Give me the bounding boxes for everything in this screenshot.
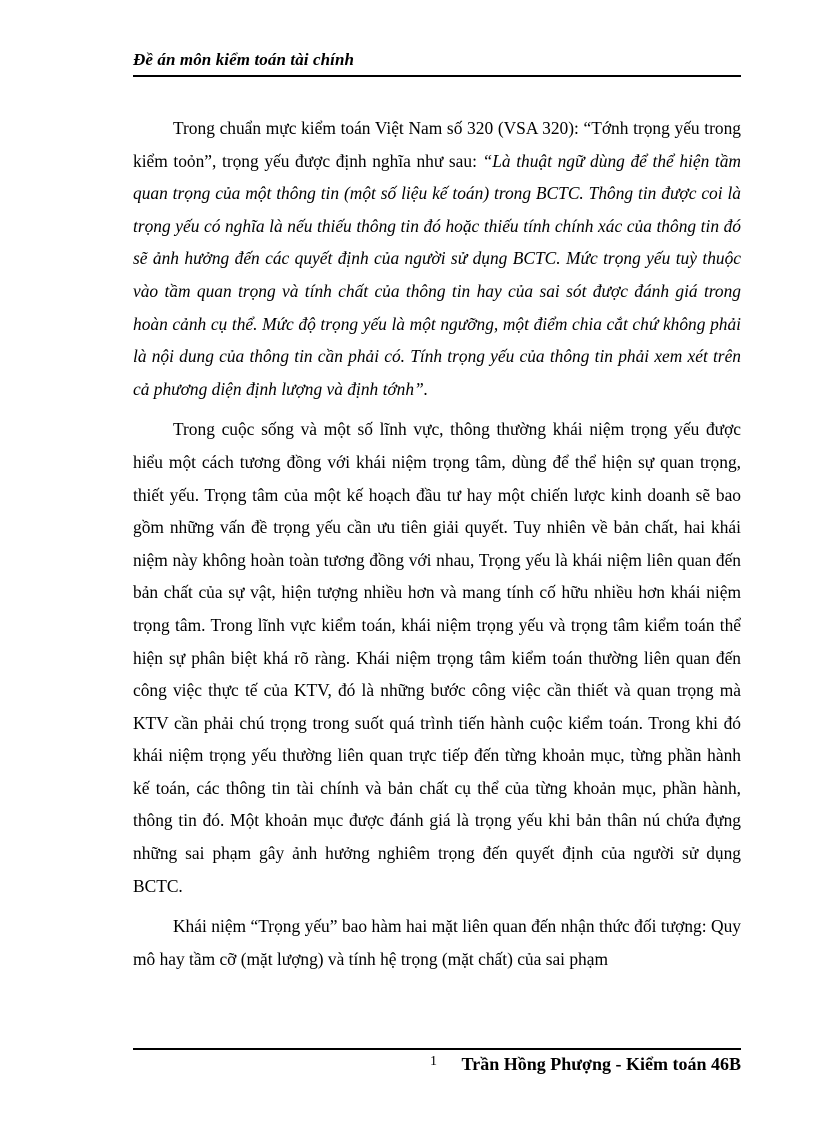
paragraph-aspects: Khái niệm “Trọng yếu” bao hàm hai mặt liên quan đến nhận thức đối tượng: Quy mô hay tầm cỡ (mặt lượng) và tính hệ trọng (mặt chất) của sai phạm <box>133 916 741 969</box>
page-footer <box>133 1044 741 1084</box>
page-number: 1 <box>430 1054 437 1069</box>
page-header <box>133 50 741 78</box>
document-title: Đề án môn kiểm toán tài chính <box>133 50 355 69</box>
paragraph-definition-lead: Trong chuẩn mực kiểm toán Việt Nam số 320 (VSA 320): “Tớnh trọng yếu trong kiểm toỏn”, trọng yếu được định nghĩa như sau: <box>133 118 741 171</box>
footer-author: Trần Hồng Phượng - Kiểm toán 46B <box>461 1054 741 1074</box>
paragraph-definition <box>133 112 741 405</box>
document-body <box>133 112 741 983</box>
footer-divider <box>133 1048 741 1050</box>
paragraph-definition-quote: “Là thuật ngữ dùng để thể hiện tầm quan trọng của một thông tin (một số liệu kế toán) trong BCTC. Thông tin được coi là trọng yếu có nghĩa là nếu thiếu thông tin đó hoặc thiếu tính chính xác của thông tin đó sẽ ảnh hưởng đến các quyết định của người sử dụng BCTC. Mức trọng yếu tuỳ thuộc vào tầm quan trọng và tính chất của thông tin hay của sai sót được đánh giá trong hoàn cảnh cụ thể. Mức độ trọng yếu là một ngưỡng, một điểm chia cắt chứ không phải là nội dung của thông tin cần phải có. Tính trọng yếu của thông tin phải xem xét trên cả phương diện định lượng và định tớnh”. <box>133 150 741 399</box>
paragraph-comparison: Trong cuộc sống và một số lĩnh vực, thông thường khái niệm trọng yếu được hiểu một cách tương đồng với khái niệm trọng tâm, dùng để thể hiện sự quan trọng, thiết yếu. Trọng tâm của một kế hoạch đầu tư hay một chiến lược kinh doanh sẽ bao gồm những vấn đề trọng yếu cần ưu tiên giải quyết. Tuy nhiên về bản chất, hai khái niệm này không hoàn toàn tương đồng với nhau, Trọng yếu là khái niệm liên quan đến bản chất của sự vật, hiện tượng nhiều hơn và mang tính cố hữu nhiều hơn khái niệm trọng tâm. Trong lĩnh vực kiểm toán, khái niệm trọng yếu và trọng tâm kiểm toán thể hiện sự phân biệt khá rõ ràng. Khái niệm trọng tâm kiểm toán thường liên quan đến công việc thực tế của KTV, đó là những bước công việc cần thiết và quan trọng mà KTV cần phải chú trọng trong suốt quá trình tiến hành cuộc kiểm toán. Trong khi đó khái niệm trọng yếu thường liên quan trực tiếp đến từng khoản mục, từng phần hành kế toán, các thông tin tài chính và bản chất cụ thể của từng khoản mục, phần hành, thông tin đó. Một khoản mục được đánh giá là trọng yếu khi bản thân nú chứa đựng những sai phạm gây ảnh hưởng nghiêm trọng đến quyết định của người sử dụng BCTC. <box>133 419 741 896</box>
header-divider <box>133 75 741 77</box>
